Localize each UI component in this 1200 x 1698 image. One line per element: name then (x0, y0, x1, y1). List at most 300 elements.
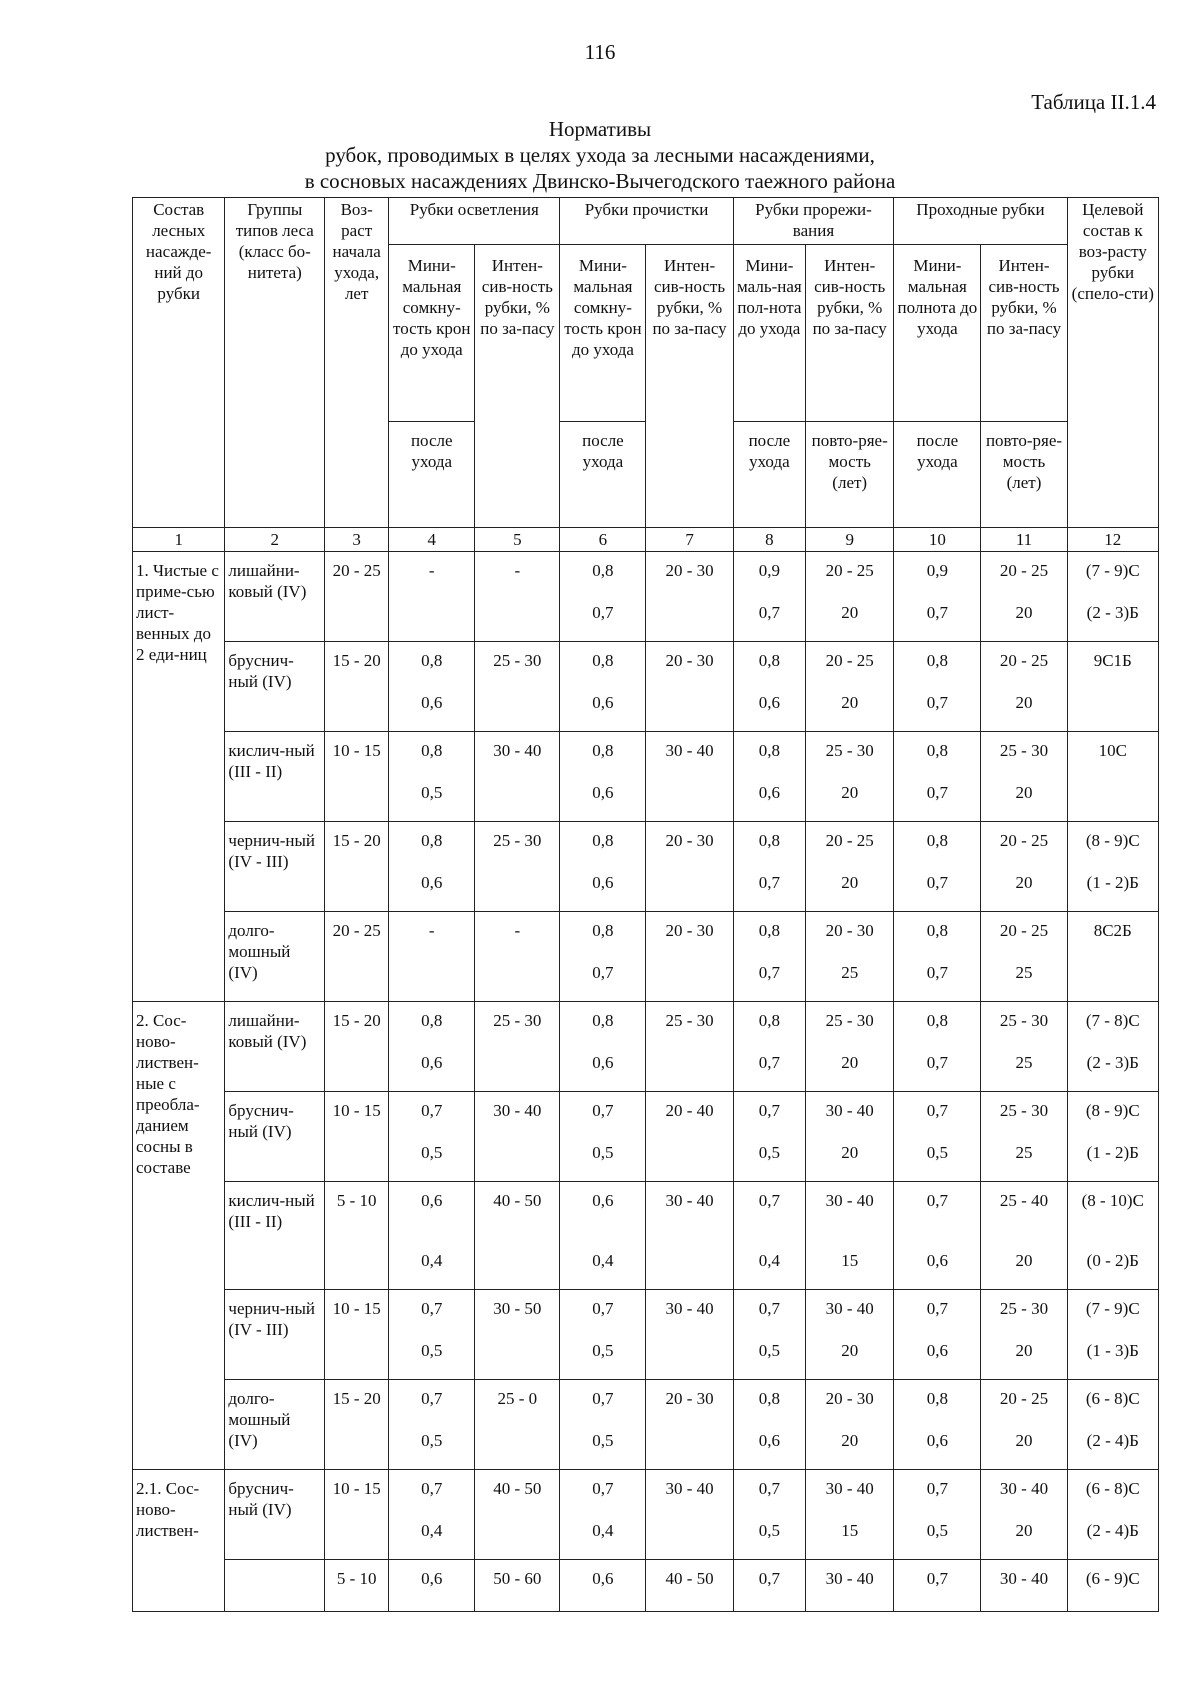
thinning-density-cell-before: 0,7 (758, 1479, 780, 1498)
thinning-intensity-cell (806, 822, 894, 912)
header-start-age: Воз-раст начала ухода, лет (325, 198, 389, 528)
thinning-intensity-cell-after: 15 (841, 1521, 859, 1540)
target-composition-cell-before: (8 - 9)С (1085, 831, 1140, 850)
title-line: в сосновых насаждениях Двинско-Вычегодского таежного района (304, 169, 896, 193)
passing-intensity-cell-before: 25 - 30 (999, 741, 1049, 760)
header-intensity: Интен-сив-ность рубки, % по за-пасу (475, 245, 560, 528)
passing-intensity-cell (981, 1182, 1067, 1290)
column-number: 2 (225, 528, 325, 552)
thinning-intensity-cell (806, 912, 894, 1002)
thinning-intensity-cell-before: 30 - 40 (825, 1101, 874, 1120)
cleaning-intensity-cell: 30 - 40 (646, 1470, 733, 1560)
thinning-intensity-cell-after: 20 (841, 873, 859, 892)
target-composition-cell (1067, 1380, 1158, 1470)
thinning-density-cell (733, 822, 805, 912)
forest-type-cell (225, 1560, 325, 1612)
passing-intensity-cell-before: 20 - 25 (999, 561, 1049, 580)
passing-intensity-cell-before: 25 - 30 (999, 1299, 1049, 1318)
thinning-density-cell-after: 0,6 (758, 1431, 780, 1450)
thinning-density-cell-after: 0,4 (758, 1251, 780, 1270)
thinning-density-cell (733, 1290, 805, 1380)
column-number: 3 (325, 528, 389, 552)
cleaning-intensity-cell: 30 - 40 (646, 1290, 733, 1380)
clearing-closure-cell-after: 0,6 (421, 693, 443, 712)
passing-density-cell-after: 0,5 (926, 1521, 948, 1540)
passing-density-cell (894, 912, 981, 1002)
header-cleaning: Рубки прочистки (560, 198, 733, 245)
start-age-cell: 10 - 15 (325, 1470, 389, 1560)
clearing-closure-cell-before: 0,8 (421, 651, 443, 670)
thinning-density-cell-before: 0,7 (758, 1191, 780, 1210)
thinning-density-cell (733, 1182, 805, 1290)
table-row (133, 1380, 1159, 1470)
thinning-intensity-cell-before: 30 - 40 (825, 1299, 874, 1318)
thinning-intensity-cell-before: 20 - 25 (825, 651, 874, 670)
thinning-intensity-cell-after: 20 (841, 1341, 859, 1360)
column-number: 4 (389, 528, 475, 552)
cleaning-closure-cell-after: 0,7 (592, 603, 614, 622)
clearing-closure-cell-before: 0,6 (421, 1569, 443, 1588)
passing-density-cell-after: 0,7 (926, 1053, 948, 1072)
thinning-density-cell-after: 0,6 (758, 783, 780, 802)
start-age-cell: 10 - 15 (325, 1092, 389, 1182)
thinning-intensity-cell (806, 552, 894, 642)
thinning-density-cell-before: 0,8 (758, 741, 780, 760)
column-number: 8 (733, 528, 805, 552)
thinning-intensity-cell (806, 1182, 894, 1290)
table-row (133, 1092, 1159, 1182)
target-composition-cell-before: 9С1Б (1093, 651, 1132, 670)
composition-cell: 2.1. Сос-ново-листвен- (133, 1470, 225, 1612)
passing-intensity-cell (981, 1560, 1067, 1612)
cleaning-closure-cell-before: 0,8 (592, 741, 614, 760)
cleaning-closure-cell-after: 0,4 (592, 1521, 614, 1540)
clearing-closure-cell (389, 552, 475, 642)
thinning-intensity-cell (806, 642, 894, 732)
passing-density-cell (894, 642, 981, 732)
clearing-closure-cell-before: 0,7 (421, 1479, 443, 1498)
cleaning-closure-cell-before: 0,7 (592, 1479, 614, 1498)
cleaning-intensity-cell: 20 - 30 (646, 1380, 733, 1470)
thinning-intensity-cell-before: 30 - 40 (825, 1191, 874, 1210)
passing-density-cell-after: 0,7 (926, 693, 948, 712)
passing-density-cell-before: 0,8 (926, 921, 948, 940)
start-age-cell: 15 - 20 (325, 642, 389, 732)
passing-intensity-cell-after: 25 (1015, 1053, 1033, 1072)
target-composition-cell (1067, 1002, 1158, 1092)
cleaning-closure-cell-before: 0,6 (592, 1569, 614, 1588)
passing-density-cell (894, 552, 981, 642)
target-composition-cell (1067, 642, 1158, 732)
forest-type-cell: бруснич-ный (IV) (225, 1470, 325, 1560)
passing-density-cell (894, 1002, 981, 1092)
passing-intensity-cell (981, 1092, 1067, 1182)
passing-intensity-cell-after: 20 (1015, 1341, 1033, 1360)
thinning-density-cell (733, 642, 805, 732)
thinning-intensity-cell-after: 20 (841, 783, 859, 802)
cleaning-closure-cell (560, 732, 646, 822)
header-forest-groups: Группы типов леса (класс бо-нитета) (225, 198, 325, 528)
thinning-intensity-cell (806, 732, 894, 822)
table-row (133, 912, 1159, 1002)
page-number: 116 (584, 40, 616, 64)
thinning-density-cell-before: 0,9 (758, 561, 780, 580)
thinning-density-cell (733, 1470, 805, 1560)
target-composition-cell-before: (6 - 8)С (1085, 1479, 1140, 1498)
table-row (133, 732, 1159, 822)
passing-density-cell-after: 0,6 (926, 1251, 948, 1270)
clearing-intensity-cell: 40 - 50 (475, 1182, 560, 1290)
thinning-density-cell-after: 0,5 (758, 1143, 780, 1162)
cleaning-intensity-cell: 30 - 40 (646, 732, 733, 822)
passing-density-cell-before: 0,9 (926, 561, 948, 580)
thinning-intensity-cell (806, 1470, 894, 1560)
thinning-intensity-cell-after: 20 (841, 1431, 859, 1450)
clearing-closure-cell-before: - (428, 561, 435, 580)
cleaning-closure-cell-after: 0,6 (592, 693, 614, 712)
thinning-density-cell-after: 0,5 (758, 1521, 780, 1540)
start-age-cell: 15 - 20 (325, 822, 389, 912)
clearing-closure-cell-after: 0,5 (421, 1143, 443, 1162)
thinning-intensity-cell-before: 20 - 25 (825, 561, 874, 580)
cleaning-closure-cell-before: 0,8 (592, 1011, 614, 1030)
cleaning-closure-cell (560, 912, 646, 1002)
table-row (133, 552, 1159, 642)
header-after-care: после ухода (389, 422, 475, 528)
column-number: 1 (133, 528, 225, 552)
start-age-cell: 10 - 15 (325, 1290, 389, 1380)
cleaning-closure-cell-after: 0,5 (592, 1341, 614, 1360)
target-composition-cell (1067, 552, 1158, 642)
header-thinning: Рубки прорежи-вания (733, 198, 894, 245)
cleaning-closure-cell (560, 1182, 646, 1290)
cleaning-closure-cell-before: 0,8 (592, 921, 614, 940)
thinning-intensity-cell (806, 1092, 894, 1182)
cleaning-closure-cell-after: 0,5 (592, 1143, 614, 1162)
cleaning-intensity-cell: 30 - 40 (646, 1182, 733, 1290)
thinning-intensity-cell-before: 20 - 30 (825, 1389, 874, 1408)
clearing-intensity-cell: 25 - 0 (475, 1380, 560, 1470)
passing-density-cell-before: 0,8 (926, 1389, 948, 1408)
thinning-density-cell (733, 732, 805, 822)
forest-type-cell: бруснич-ный (IV) (225, 642, 325, 732)
target-composition-cell-before: 8С2Б (1093, 921, 1132, 940)
cleaning-closure-cell (560, 642, 646, 732)
header-passing: Проходные рубки (894, 198, 1067, 245)
target-composition-cell-after: (2 - 4)Б (1086, 1521, 1139, 1540)
passing-density-cell-after: 0,7 (926, 873, 948, 892)
passing-intensity-cell-before: 25 - 40 (999, 1191, 1049, 1210)
cleaning-closure-cell (560, 1290, 646, 1380)
start-age-cell: 20 - 25 (325, 552, 389, 642)
header-intensity: Интен-сив-ность рубки, % по за-пасу (981, 245, 1067, 422)
passing-density-cell-after: 0,7 (926, 963, 948, 982)
clearing-intensity-cell: - (475, 912, 560, 1002)
clearing-closure-cell-after: 0,5 (421, 1431, 443, 1450)
thinning-density-cell-after: 0,7 (758, 963, 780, 982)
cleaning-closure-cell (560, 822, 646, 912)
thinning-intensity-cell-before: 30 - 40 (825, 1479, 874, 1498)
cleaning-closure-cell (560, 1002, 646, 1092)
table-title (0, 116, 1200, 194)
target-composition-cell-after: (0 - 2)Б (1086, 1251, 1139, 1270)
table-row (133, 1560, 1159, 1612)
target-composition-cell-before: (7 - 8)С (1085, 1011, 1140, 1030)
passing-intensity-cell (981, 552, 1067, 642)
passing-density-cell-before: 0,8 (926, 741, 948, 760)
clearing-closure-cell-before: 0,7 (421, 1389, 443, 1408)
table-row (133, 1182, 1159, 1290)
thinning-intensity-cell-after: 25 (841, 963, 859, 982)
passing-intensity-cell (981, 1290, 1067, 1380)
clearing-intensity-cell: - (475, 552, 560, 642)
passing-intensity-cell-before: 25 - 30 (999, 1011, 1049, 1030)
clearing-closure-cell (389, 1470, 475, 1560)
clearing-intensity-cell: 30 - 50 (475, 1290, 560, 1380)
thinning-density-cell-before: 0,8 (758, 921, 780, 940)
passing-density-cell (894, 1290, 981, 1380)
clearing-closure-cell (389, 1290, 475, 1380)
header-target: Целевой состав к воз-расту рубки (спело-сти) (1067, 198, 1158, 528)
target-composition-cell (1067, 1470, 1158, 1560)
cleaning-closure-cell-after: 0,5 (592, 1431, 614, 1450)
thinning-density-cell-before: 0,7 (758, 1299, 780, 1318)
target-composition-cell (1067, 1092, 1158, 1182)
composition-cell: 2. Сос-ново-листвен-ные с преобла-данием сосны в составе (133, 1002, 225, 1470)
target-composition-cell-after: (1 - 2)Б (1086, 873, 1139, 892)
passing-density-cell-before: 0,7 (926, 1191, 948, 1210)
target-composition-cell-before: 10С (1098, 741, 1127, 760)
target-composition-cell (1067, 822, 1158, 912)
target-composition-cell (1067, 1182, 1158, 1290)
thinning-density-cell (733, 552, 805, 642)
thinning-intensity-cell-after: 20 (841, 693, 859, 712)
clearing-intensity-cell: 25 - 30 (475, 1002, 560, 1092)
passing-density-cell-after: 0,6 (926, 1341, 948, 1360)
passing-density-cell (894, 822, 981, 912)
title-line: рубок, проводимых в целях ухода за лесными насаждениями, (325, 143, 875, 167)
cleaning-closure-cell (560, 552, 646, 642)
start-age-cell: 5 - 10 (325, 1182, 389, 1290)
header-after-care: после ухода (560, 422, 646, 528)
passing-density-cell-after: 0,6 (926, 1431, 948, 1450)
thinning-intensity-cell (806, 1290, 894, 1380)
thinning-intensity-cell-after: 20 (841, 1143, 859, 1162)
passing-density-cell-before: 0,8 (926, 1011, 948, 1030)
target-composition-cell (1067, 1290, 1158, 1380)
target-composition-cell-after: (2 - 3)Б (1086, 1053, 1139, 1072)
header-composition: Состав лесных насажде-ний до рубки (133, 198, 225, 528)
passing-intensity-cell (981, 732, 1067, 822)
clearing-closure-cell-after: 0,4 (421, 1251, 443, 1270)
start-age-cell: 20 - 25 (325, 912, 389, 1002)
passing-density-cell-after: 0,7 (926, 783, 948, 802)
title-line: Нормативы (548, 117, 652, 141)
thinning-intensity-cell-before: 25 - 30 (825, 1011, 874, 1030)
passing-intensity-cell-after: 25 (1015, 963, 1033, 982)
thinning-density-cell-before: 0,8 (758, 831, 780, 850)
passing-intensity-cell (981, 642, 1067, 732)
passing-intensity-cell-before: 30 - 40 (999, 1479, 1049, 1498)
passing-intensity-cell-before: 20 - 25 (999, 921, 1049, 940)
forest-type-cell: кислич-ный (III - II) (225, 732, 325, 822)
thinning-intensity-cell-before: 30 - 40 (825, 1569, 874, 1588)
thinning-intensity-cell-after: 15 (841, 1251, 859, 1270)
cleaning-closure-cell-before: 0,6 (592, 1191, 614, 1210)
clearing-closure-cell-before: 0,7 (421, 1101, 443, 1120)
cleaning-closure-cell-after: 0,6 (592, 783, 614, 802)
thinning-density-cell-before: 0,7 (758, 1101, 780, 1120)
header-repeat: повто-ряе-мость (лет) (806, 422, 894, 528)
clearing-closure-cell-after: 0,6 (421, 1053, 443, 1072)
thinning-density-cell (733, 1092, 805, 1182)
clearing-closure-cell (389, 642, 475, 732)
table-label: Таблица II.1.4 (1031, 90, 1156, 114)
header-min-closure: Мини-мальная сомкну-тость крон до ухода (560, 245, 646, 422)
column-number: 12 (1067, 528, 1158, 552)
clearing-closure-cell-before: 0,8 (421, 741, 443, 760)
passing-intensity-cell (981, 912, 1067, 1002)
clearing-closure-cell-before: 0,8 (421, 831, 443, 850)
target-composition-cell (1067, 732, 1158, 822)
thinning-density-cell-after: 0,7 (758, 603, 780, 622)
passing-intensity-cell-after: 20 (1015, 873, 1033, 892)
clearing-closure-cell-after: 0,6 (421, 873, 443, 892)
thinning-intensity-cell-before: 20 - 25 (825, 831, 874, 850)
table-body (133, 552, 1159, 1612)
passing-intensity-cell-after: 20 (1015, 693, 1033, 712)
thinning-density-cell-after: 0,5 (758, 1341, 780, 1360)
passing-intensity-cell-before: 25 - 30 (999, 1101, 1049, 1120)
header-repeat: повто-ряе-мость (лет) (981, 422, 1067, 528)
thinning-intensity-cell-after: 20 (841, 1053, 859, 1072)
clearing-closure-cell-before: 0,8 (421, 1011, 443, 1030)
thinning-density-cell-after: 0,6 (758, 693, 780, 712)
clearing-closure-cell (389, 1002, 475, 1092)
cleaning-closure-cell-before: 0,7 (592, 1389, 614, 1408)
header-intensity: Интен-сив-ность рубки, % по за-пасу (646, 245, 733, 528)
passing-density-cell-before: 0,7 (926, 1299, 948, 1318)
clearing-closure-cell-before: - (428, 921, 435, 940)
cleaning-intensity-cell: 20 - 30 (646, 642, 733, 732)
target-composition-cell-before: (8 - 9)С (1085, 1101, 1140, 1120)
forest-type-cell: долго-мошный (IV) (225, 1380, 325, 1470)
forest-type-cell: чернич-ный (IV - III) (225, 1290, 325, 1380)
thinning-density-cell (733, 912, 805, 1002)
target-composition-cell-before: (8 - 10)С (1081, 1191, 1144, 1210)
thinning-density-cell (733, 1380, 805, 1470)
target-composition-cell-before: (6 - 8)С (1085, 1389, 1140, 1408)
passing-density-cell-before: 0,8 (926, 651, 948, 670)
start-age-cell: 15 - 20 (325, 1380, 389, 1470)
header-min-density: Мини-маль-ная пол-нота до ухода (733, 245, 805, 422)
clearing-closure-cell (389, 1182, 475, 1290)
column-number: 5 (475, 528, 560, 552)
passing-density-cell (894, 1560, 981, 1612)
start-age-cell: 10 - 15 (325, 732, 389, 822)
clearing-intensity-cell: 25 - 30 (475, 642, 560, 732)
forest-type-cell: чернич-ный (IV - III) (225, 822, 325, 912)
passing-density-cell-before: 0,7 (926, 1569, 948, 1588)
passing-density-cell-after: 0,7 (926, 603, 948, 622)
passing-intensity-cell-after: 20 (1015, 603, 1033, 622)
cleaning-closure-cell-before: 0,8 (592, 561, 614, 580)
forest-type-cell: бруснич-ный (IV) (225, 1092, 325, 1182)
forest-type-cell: лишайни-ковый (IV) (225, 1002, 325, 1092)
clearing-closure-cell (389, 732, 475, 822)
target-composition-cell-after: (1 - 3)Б (1086, 1341, 1139, 1360)
header-min-closure: Мини-мальная сомкну-тость крон до ухода (389, 245, 475, 422)
clearing-closure-cell-after: 0,5 (421, 1341, 443, 1360)
passing-density-cell-after: 0,5 (926, 1143, 948, 1162)
forest-type-cell: долго-мошный (IV) (225, 912, 325, 1002)
clearing-closure-cell (389, 912, 475, 1002)
clearing-closure-cell (389, 1380, 475, 1470)
passing-intensity-cell-after: 20 (1015, 1251, 1033, 1270)
thinning-intensity-cell (806, 1002, 894, 1092)
table-row (133, 1470, 1159, 1560)
passing-intensity-cell-after: 25 (1015, 1143, 1033, 1162)
passing-density-cell (894, 1380, 981, 1470)
thinning-intensity-cell-before: 20 - 30 (825, 921, 874, 940)
target-composition-cell-before: (7 - 9)С (1085, 561, 1140, 580)
passing-density-cell (894, 1470, 981, 1560)
cleaning-intensity-cell: 25 - 30 (646, 1002, 733, 1092)
table-row (133, 822, 1159, 912)
cleaning-closure-cell-before: 0,8 (592, 651, 614, 670)
cleaning-closure-cell-before: 0,7 (592, 1101, 614, 1120)
passing-intensity-cell-before: 20 - 25 (999, 1389, 1049, 1408)
target-composition-cell-after: (2 - 4)Б (1086, 1431, 1139, 1450)
passing-density-cell-before: 0,7 (926, 1479, 948, 1498)
header-after-care: после ухода (733, 422, 805, 528)
forest-type-cell: кислич-ный (III - II) (225, 1182, 325, 1290)
thinning-intensity-cell (806, 1380, 894, 1470)
cleaning-closure-cell (560, 1560, 646, 1612)
composition-cell: 1. Чистые с приме-сью лист-венных до 2 еди-ниц (133, 552, 225, 1002)
thinning-density-cell (733, 1002, 805, 1092)
cleaning-intensity-cell: 20 - 30 (646, 912, 733, 1002)
clearing-intensity-cell: 50 - 60 (475, 1560, 560, 1612)
cleaning-closure-cell-after: 0,6 (592, 1053, 614, 1072)
passing-density-cell-before: 0,8 (926, 831, 948, 850)
passing-intensity-cell (981, 1470, 1067, 1560)
clearing-closure-cell-after: 0,5 (421, 783, 443, 802)
thinning-density-cell-before: 0,8 (758, 1011, 780, 1030)
cleaning-closure-cell-after: 0,6 (592, 873, 614, 892)
cleaning-closure-cell-after: 0,4 (592, 1251, 614, 1270)
table-row (133, 1002, 1159, 1092)
cleaning-intensity-cell: 20 - 30 (646, 552, 733, 642)
thinning-density-cell-before: 0,8 (758, 1389, 780, 1408)
thinning-density-cell-after: 0,7 (758, 1053, 780, 1072)
passing-intensity-cell-before: 30 - 40 (999, 1569, 1049, 1588)
clearing-intensity-cell: 40 - 50 (475, 1470, 560, 1560)
header-intensity: Интен-сив-ность рубки, % по за-пасу (806, 245, 894, 422)
thinning-intensity-cell-before: 25 - 30 (825, 741, 874, 760)
cleaning-closure-cell (560, 1380, 646, 1470)
clearing-closure-cell (389, 1092, 475, 1182)
cleaning-intensity-cell: 20 - 30 (646, 822, 733, 912)
clearing-intensity-cell: 25 - 30 (475, 822, 560, 912)
thinning-intensity-cell (806, 1560, 894, 1612)
cleaning-closure-cell (560, 1092, 646, 1182)
clearing-intensity-cell: 30 - 40 (475, 732, 560, 822)
target-composition-cell (1067, 912, 1158, 1002)
clearing-closure-cell (389, 822, 475, 912)
target-composition-cell-after: (1 - 2)Б (1086, 1143, 1139, 1162)
cleaning-closure-cell (560, 1470, 646, 1560)
